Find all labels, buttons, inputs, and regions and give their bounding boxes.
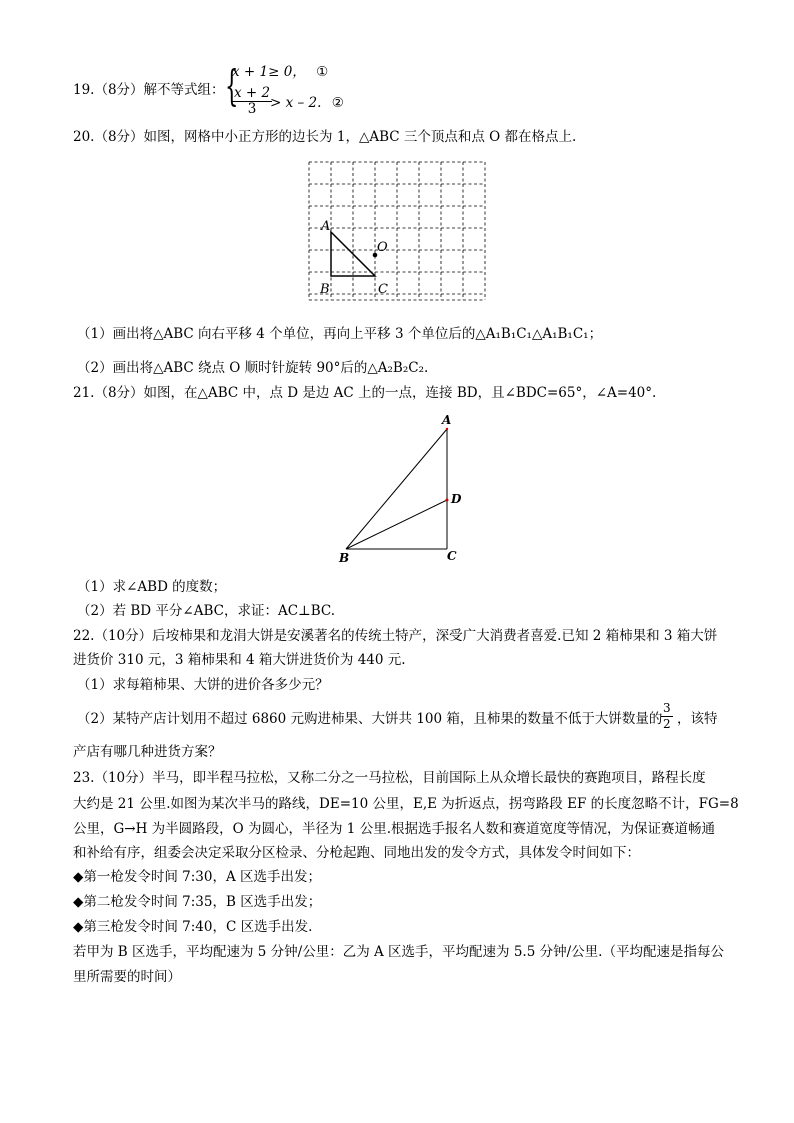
label-a: A [442,413,452,427]
side-ab [346,429,447,549]
q21-triangle-figure [330,410,470,570]
q20-part2: （2）画出将△ABC 绕点 O 顺时针旋转 90°后的△A₂B₂C₂. [77,360,429,376]
q23-line2: 大约是 21 公里.如图为某次半马的路线，DE=10 公里，E,E 为折返点，拐弯路段 EF 的长度忽略不计，FG=8 [73,796,739,812]
q21-stem: 21.（8分）如图，在△ABC 中，点 D 是边 AC 上的一点，连接 BD，且∠BDC=65°，∠A=40°. [73,385,657,401]
grid-lines [309,162,485,300]
q22-part2-a: （2）某特产店计划用不超过 6860 元购进柿果、大饼共 100 箱，且柿果的数量不低于大饼数量的 [77,711,663,727]
q19-eq2-mark: ② [331,95,344,111]
q19-eq2-numerator: x + 2 [234,85,271,101]
q19-prefix: 19.（8分）解不等式组： [73,82,225,98]
q19-eq1 [232,63,328,81]
q22-line1: 22.（10分）后垵柿果和龙涓大饼是安溪著名的传统土特产，深受广大消费者喜爱.已知 2 箱柿果和 3 箱大饼 [73,628,718,644]
q20-grid-figure [300,155,495,307]
q20-stem: 20.（8分）如图，网格中小正方形的边长为 1，△ABC 三个顶点和点 O 都在格点上. [73,129,577,145]
q22-fraction [661,701,673,732]
q22-fraction-denominator: 2 [663,717,671,731]
q22-part2-c: 产店有哪几种进货方案？ [73,744,222,760]
q23-bullet-2: ◆第二枪发令时间 7:35，B 区选手出发； [73,894,322,910]
label-o: O [377,240,388,255]
q21-part1: （1）求∠ABD 的度数； [77,579,227,595]
point-d [446,499,449,502]
q23-line4: 和补给有序，组委会决定采取分区检录、分枪起跑、同地出发的发令方式，具体发令时间如下： [73,845,640,861]
q22-fraction-numerator: 3 [663,701,671,715]
q22-part1: （1）求每箱柿果、大饼的进价各多少元？ [77,677,329,693]
q19-eq1-text: x + 1≥ 0， [232,64,306,80]
q22-part2-b: ，该特 [677,711,718,727]
q20-part1: （1）画出将△ABC 向右平移 4 个单位，再向上平移 3 个单位后的△A₁B₁C₁△A₁B₁C₁； [77,326,603,342]
segment-bd [346,500,447,549]
q19-eq2-denominator: 3 [247,101,257,117]
q19-eq2-rest [270,94,344,112]
q19-eq2-rest-text: > x – 2. [270,95,322,111]
q23-line1: 23.（10分）半马，即半程马拉松，又称二分之一马拉松，目前国际上从众增长最快的赛跑项目，路程长度 [73,770,706,786]
label-c: C [378,282,388,297]
label-b: B [320,282,330,297]
q19-eq1-mark: ① [316,64,329,80]
q23-line5: 若甲为 B 区选手，平均配速为 5 分钟/公里：乙为 A 区选手，平均配速为 5.5 分钟/公里.（平均配速是指每公 [73,944,724,960]
label-b: B [339,551,350,565]
label-a: A [321,219,331,234]
q22-line2: 进货价 310 元，3 箱柿果和 4 箱大饼进货价为 440 元. [73,652,406,668]
q23-line6: 里所需要的时间） [73,969,181,985]
label-c: C [447,549,457,563]
q23-bullet-1: ◆第一枪发令时间 7:30，A 区选手出发； [73,869,322,885]
brace-icon: { [225,61,239,110]
q19-eq2-fraction [232,86,272,117]
q23-bullet-3: ◆第三枪发令时间 7:40，C 区选手出发. [73,919,313,935]
label-d: D [451,492,462,506]
point-a [446,428,448,430]
q21-part2: （2）若 BD 平分∠ABC，求证：AC⊥BC. [77,603,336,619]
q23-line3: 公里，G→H 为半圆路段，O 为圆心，半径为 1 公里.根据选手报名人数和赛道宽度等情况，为保证赛道畅通 [73,821,715,837]
